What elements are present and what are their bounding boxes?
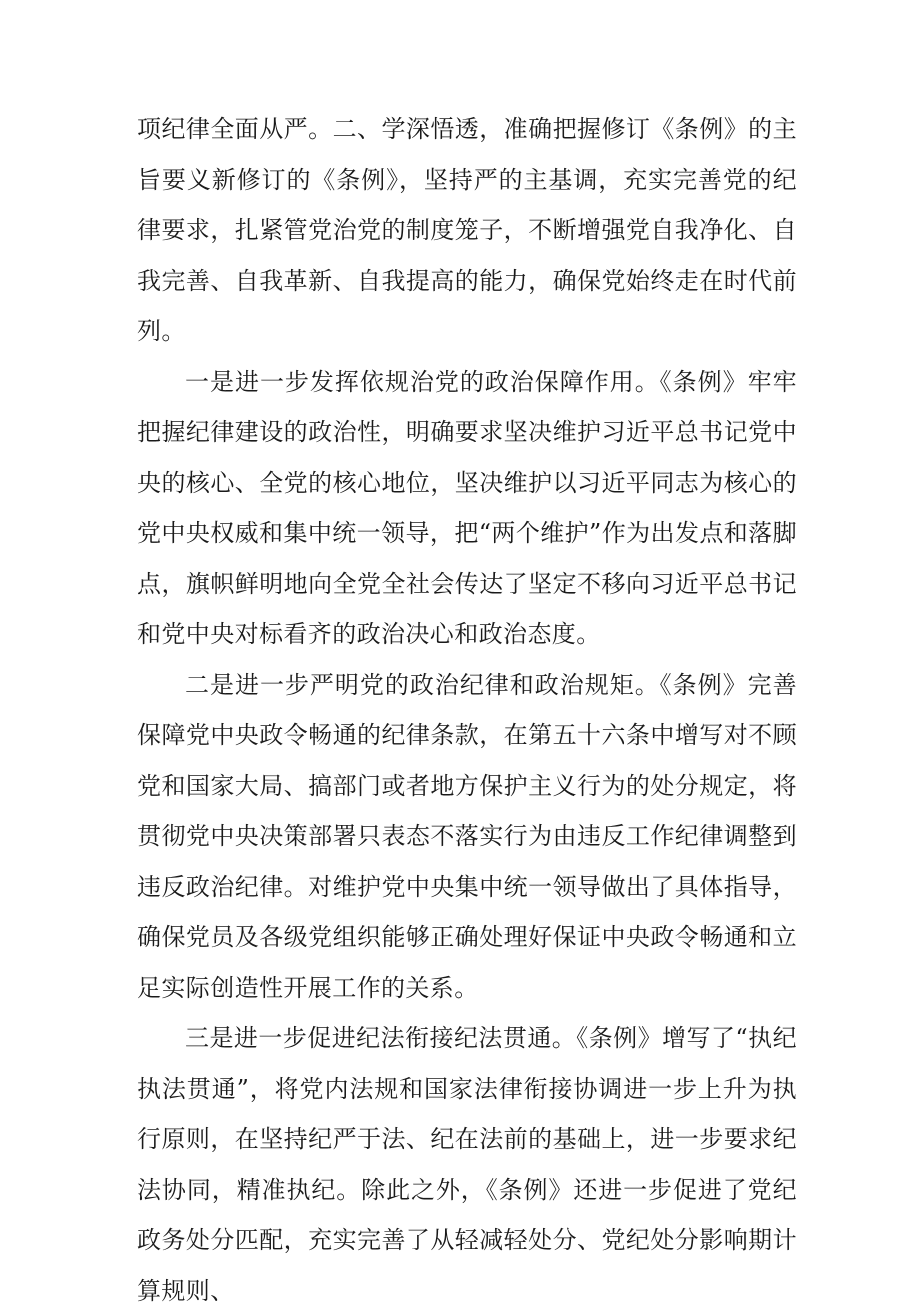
paragraph-continuation: 项纪律全面从严。二、学深悟透，准确把握修订《条例》的主旨要义新修订的《条例》，坚持严的主基调，充实完善党的纪律要求，扎紧管党治党的制度笼子，不断增强党自我净化、自我完善、自我革新、自我提高的能力，确保党始终走在时代前列。	[137, 115, 797, 345]
paragraph-point-one: 一是进一步发挥依规治党的政治保障作用。《条例》牢牢把握纪律建设的政治性，明确要求坚决维护习近平总书记党中央的核心、全党的核心地位，坚决维护以习近平同志为核心的党中央权威和集中统一领导，把“两个维护”作为出发点和落脚点，旗帜鲜明地向全党全社会传达了坚定不移向习近平总书记和党中央对标看齐的政治决心和政治态度。	[137, 367, 797, 648]
paragraph-point-two: 二是进一步严明党的政治纪律和政治规矩。《条例》完善保障党中央政令畅通的纪律条款，在第五十六条中增写对不顾党和国家大局、搞部门或者地方保护主义行为的处分规定，将贯彻党中央决策部署只表态不落实行为由违反工作纪律调整到违反政治纪律。对维护党中央集中统一领导做出了具体指导，确保党员及各级党组织能够正确处理好保证中央政令畅通和立足实际创造性开展工作的关系。	[137, 670, 797, 1002]
paragraph-point-three: 三是进一步促进纪法衔接纪法贯通。《条例》增写了“执纪执法贯通”，将党内法规和国家法律衔接协调进一步上升为执行原则，在坚持纪严于法、纪在法前的基础上，进一步要求纪法协同，精准执纪。除此之外，《条例》还进一步促进了党纪政务处分匹配，充实完善了从轻减轻处分、党纪处分影响期计算规则、	[137, 1024, 797, 1305]
document-body	[137, 104, 797, 1316]
